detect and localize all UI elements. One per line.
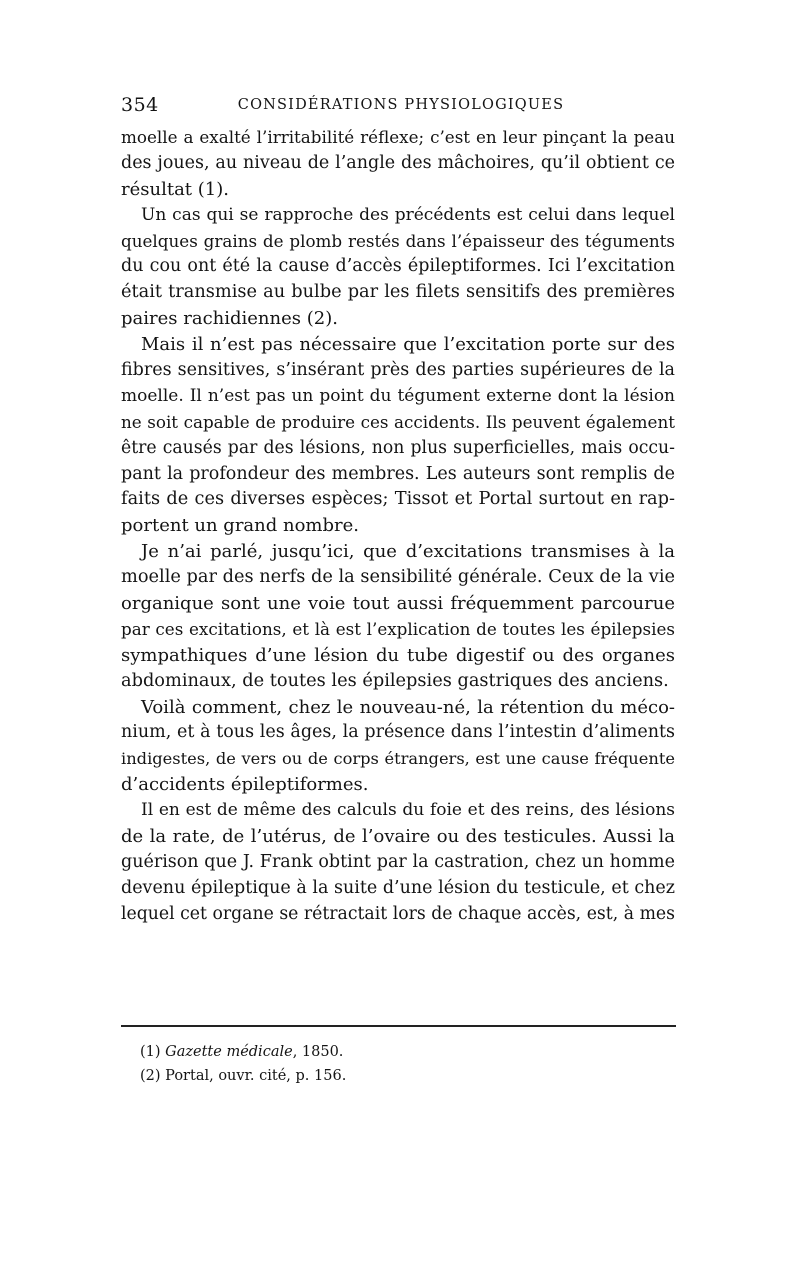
page-number: 354	[121, 94, 159, 116]
text-line: sympathiques d’une lésion du tube digestif ou des organes	[121, 644, 675, 666]
text-line: nium, et à tous les âges, la présence dans l’intestin d’aliments	[121, 722, 675, 743]
text-line: faits de ces diverses espèces; Tissot et Portal surtout en rap-	[121, 489, 675, 510]
text-line: résultat (1).	[121, 178, 229, 200]
text-line: Un cas qui se rapproche des précédents est celui dans lequel	[141, 204, 675, 225]
text-line: fibres sensitives, s’insérant près des parties supérieures de la	[121, 360, 675, 381]
text-line: par ces excitations, et là est l’explication de toutes les épilepsies	[121, 618, 675, 639]
text-line: était transmise au bulbe par les filets sensitifs des premières	[121, 282, 675, 303]
text-line: devenu épileptique à la suite d’une lésion du testicule, et chez	[121, 877, 675, 898]
text-line: indigestes, de vers ou de corps étrangers, est une cause fréquente	[121, 749, 675, 769]
footnote-text: Portal, ouvr. cité, p. 156.	[165, 1068, 347, 1084]
footnote-marker: (2)	[140, 1068, 161, 1084]
running-title: CONSIDÉRATIONS PHYSIOLOGIQUES	[237, 97, 565, 113]
text-line: guérison que J. Frank obtint par la castration, chez un homme	[121, 851, 675, 872]
text-line: Il en est de même des calculs du foie et des reins, des lésions	[141, 800, 675, 821]
text-line: de la rate, de l’utérus, de l’ovaire ou des testicules. Aussi la	[121, 826, 675, 848]
text-line: d’accidents épileptiformes.	[121, 774, 369, 796]
footnote-text: , 1850.	[292, 1044, 344, 1060]
text-line: organique sont une voie tout aussi fréquemment parcourue	[121, 593, 675, 615]
text-line: Voilà comment, chez le nouveau-né, la rétention du méco-	[141, 696, 675, 718]
body-text	[121, 125, 675, 928]
footnote-title: Gazette médicale	[165, 1044, 293, 1060]
text-line: ne soit capable de produire ces accidents. Ils peuvent également	[121, 411, 675, 432]
text-line: moelle a exalté l’irritabilité réflexe; c’est en leur pinçant la peau	[121, 127, 675, 147]
text-line: être causés par des lésions, non plus superficielles, mais occu-	[121, 437, 675, 458]
text-line: paires rachidiennes (2).	[121, 308, 338, 330]
text-line: moelle. Il n’est pas un point du tégument externe dont la lésion	[121, 385, 675, 406]
text-line: quelques grains de plomb restés dans l’épaisseur des téguments	[121, 230, 675, 251]
running-head	[121, 94, 681, 120]
footnotes	[140, 1040, 660, 1088]
footnote-marker: (1)	[140, 1044, 161, 1060]
text-line: des joues, au niveau de l’angle des mâchoires, qu’il obtient ce	[121, 152, 675, 173]
text-line: du cou ont été la cause d’accès épileptiformes. Ici l’excitation	[121, 256, 675, 277]
text-line: abdominaux, de toutes les épilepsies gastriques des anciens.	[121, 670, 669, 691]
footnote-rule	[121, 1025, 676, 1027]
text-line: moelle par des nerfs de la sensibilité générale. Ceux de la vie	[121, 567, 675, 588]
text-line: pant la profondeur des membres. Les auteurs sont remplis de	[121, 463, 675, 484]
footnote-2	[140, 1064, 660, 1088]
text-line: Mais il n’est pas nécessaire que l’excitation porte sur des	[141, 334, 675, 356]
text-line: portent un grand nombre.	[121, 515, 359, 537]
text-line: lequel cet organe se rétractait lors de chaque accès, est, à mes	[121, 903, 675, 924]
text-line: Je n’ai parlé, jusqu’ici, que d’excitations transmises à la	[141, 541, 675, 563]
footnote-1	[140, 1040, 660, 1064]
